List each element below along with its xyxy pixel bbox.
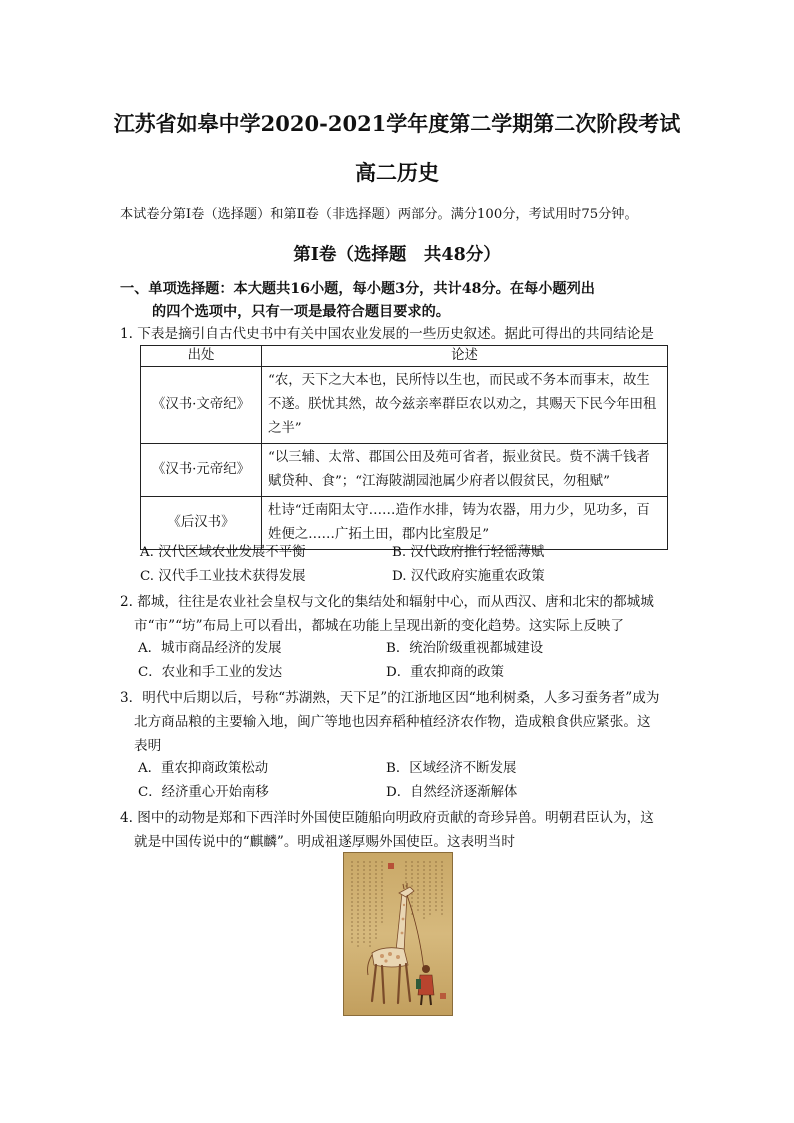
table-row — [141, 367, 668, 444]
q3-option-b: B．区域经济不断发展 — [386, 761, 517, 776]
exam-title: 江苏省如皋中学2020-2021学年度第二学期第二次阶段考试 — [113, 111, 681, 136]
q2-option-b: B．统治阶级重视都城建设 — [386, 641, 544, 656]
q1-option-c: C. 汉代手工业技术获得发展 — [140, 569, 306, 584]
table-header-row — [141, 346, 668, 367]
question-1-stem: 1. 下表是摘引自古代史书中有关中国农业发展的一些历史叙述。据此可得出的共同结论是 — [120, 326, 654, 342]
table-row — [141, 444, 668, 497]
volume-heading: 第Ⅰ卷（选择题 共48分） — [293, 245, 501, 265]
section-line-2: 的四个选项中，只有一项是最符合题目要求的。 — [152, 304, 450, 320]
q3-stem-line-2: 北方商品粮的主要输入地，闽广等地也因弃稻种植经济农作物，造成粮食供应紧张。这 — [134, 714, 651, 730]
q3-option-a: A．重农抑商政策松动 — [138, 761, 269, 776]
section-line-1: 一、单项选择题：本大题共16小题，每小题3分，共计48分。在每小题列出 — [120, 281, 595, 297]
q3-stem-line-1: 3．明代中后期以后，号称“苏湖熟，天下足”的江浙地区因“地利树桑，人多习蚕务者”成为 — [120, 690, 660, 706]
table-cell-text: “农，天下之大本也，民所恃以生也，而民或不务本而事末，故生不遂。朕忧其然，故今兹亲率群臣农以劝之，其赐天下民今年田租之半” — [262, 367, 668, 444]
question-4-stem — [120, 806, 680, 854]
exam-intro: 本试卷分第Ⅰ卷（选择题）和第Ⅱ卷（非选择题）两部分。满分100分，考试用时75分钟。 — [120, 207, 638, 222]
table-cell-text: “以三辅、太常、郡国公田及苑可省者，振业贫民。赀不满千钱者赋贷种、食”；“江海陂湖园池属少府者以假贫民，勿租赋” — [262, 444, 668, 497]
q2-option-d: D．重农抑商的政策 — [386, 665, 504, 680]
source-table — [140, 345, 668, 550]
section-instructions — [120, 278, 680, 324]
exam-subtitle: 高二历史 — [355, 160, 439, 185]
q2-stem-line-1: 2. 都城，往往是农业社会皇权与文化的集结处和辐射中心，而从西汉、唐和北宋的都城城 — [120, 594, 654, 610]
table-cell-source: 《汉书·文帝纪》 — [141, 367, 262, 444]
qilin-painting-image — [343, 852, 453, 1016]
q4-stem-line-1: 4. 图中的动物是郑和下西洋时外国使臣随船向明政府贡献的奇珍异兽。明朝君臣认为，这 — [120, 810, 654, 826]
q3-option-c: C．经济重心开始南移 — [138, 785, 269, 800]
q3-stem-line-3: 表明 — [134, 738, 162, 754]
q1-option-d: D. 汉代政府实施重农政策 — [392, 569, 545, 584]
q4-stem-line-2: 就是中国传说中的“麒麟”。明成祖遂厚赐外国使臣。这表明当时 — [134, 834, 515, 850]
q2-stem-line-2: 市“市”“坊”布局上可以看出，都城在功能上呈现出新的变化趋势。这实际上反映了 — [134, 618, 624, 634]
table-header-source: 出处 — [141, 346, 262, 367]
question-3-stem — [120, 686, 680, 758]
table-header-text: 论述 — [262, 346, 668, 367]
q2-option-c: C．农业和手工业的发达 — [138, 665, 283, 680]
question-2-stem — [120, 590, 680, 638]
q3-option-d: D．自然经济逐渐解体 — [386, 785, 518, 800]
table-cell-text: 杜诗“迁南阳太守……造作水排，铸为农器，用力少，见功多，百姓便之……广拓土田，郡内比室殷足” — [262, 497, 668, 550]
q1-option-b: B. 汉代政府推行轻徭薄赋 — [392, 545, 545, 560]
q1-option-a: A. 汉代区域农业发展不平衡 — [140, 545, 306, 560]
q2-option-a: A．城市商品经济的发展 — [138, 641, 282, 656]
table-cell-source: 《后汉书》 — [141, 497, 262, 550]
table-cell-source: 《汉书·元帝纪》 — [141, 444, 262, 497]
